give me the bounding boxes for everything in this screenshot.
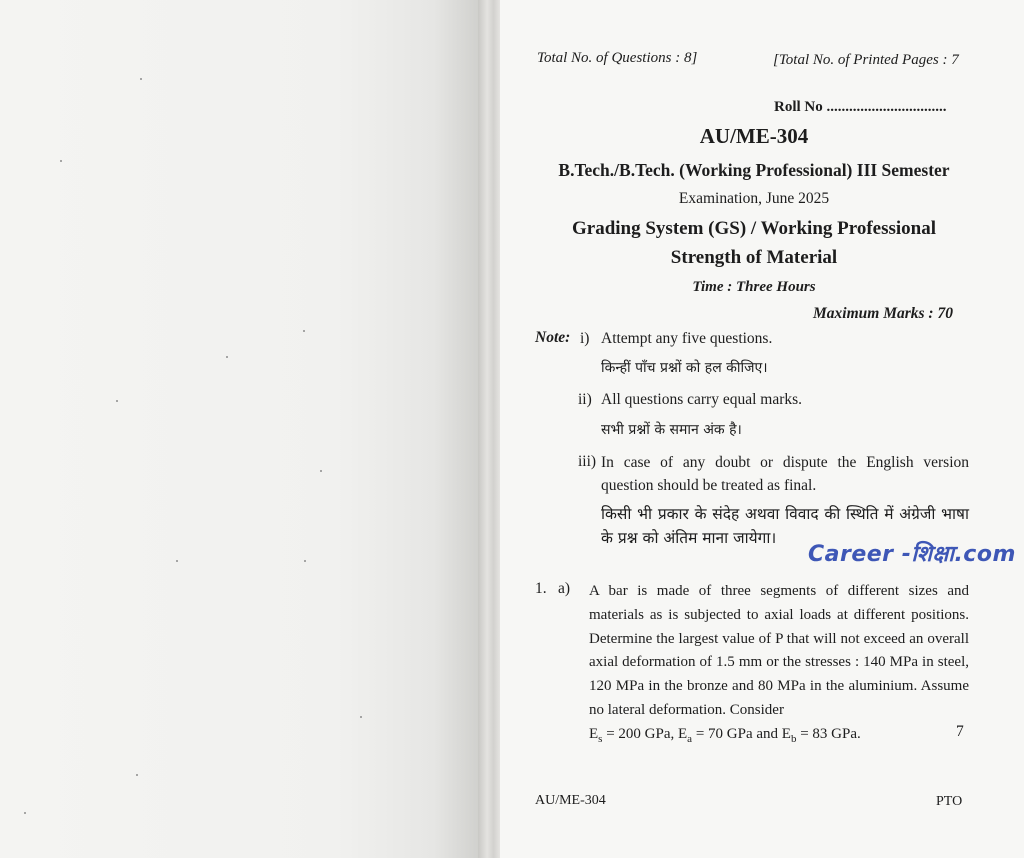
note-item-number: iii) (578, 453, 597, 470)
modulus-aluminium-subscript: a (687, 732, 693, 745)
footer-paper-code: AU/ME-304 (535, 793, 606, 808)
total-questions: Total No. of Questions : 8] (537, 50, 698, 66)
note-item-english: All questions carry equal marks. (601, 391, 803, 408)
footer-pto: PTO (936, 794, 963, 809)
question-marks: 7 (956, 723, 964, 740)
total-pages: [Total No. of Printed Pages : 7 (773, 52, 959, 68)
note-item-number: ii) (578, 391, 592, 408)
note-item-english: Attempt any five questions. (601, 330, 773, 347)
note-item-hindi: किसी भी प्रकार के संदेह अथवा विवाद की स्थिति में अंग्रेजी भाषा के प्रश्न को अंतिम माना जायेगा। (601, 505, 969, 547)
left-blank-page (0, 0, 482, 858)
modulus-bronze-symbol: E (781, 725, 791, 742)
question-part: a) (558, 580, 571, 597)
career-shiksha-watermark: Career -शिक्षा.com (808, 542, 1016, 567)
degree-title: B.Tech./B.Tech. (Working Professional) III Semester (558, 160, 950, 180)
note-label: Note: (535, 329, 571, 346)
modulus-aluminium-symbol: E (678, 725, 688, 742)
modulus-steel-symbol: E (589, 725, 599, 742)
modulus-steel-value: = 200 GPa, (602, 725, 678, 742)
note-item-hindi: सभी प्रश्नों के समान अंक है। (601, 422, 742, 438)
roll-number-field: Roll No ................................ (774, 99, 947, 115)
maximum-marks: Maximum Marks : 70 (813, 305, 953, 322)
subject-title: Strength of Material (670, 247, 838, 268)
exam-duration: Time : Three Hours (692, 279, 816, 295)
modulus-aluminium-value: = 70 GPa and (692, 725, 782, 742)
modulus-steel-subscript: s (598, 732, 603, 745)
note-item-hindi: किन्हीं पाँच प्रश्नों को हल कीजिए। (601, 360, 768, 376)
note-item-english: In case of any doubt or dispute the English version question should be treated as final. (601, 454, 969, 494)
grading-system-title: Grading System (GS) / Working Professional (571, 218, 937, 239)
question-number: 1. (535, 580, 547, 597)
paper-code: AU/ME-304 (699, 124, 809, 148)
modulus-bronze-value: = 83 GPa. (796, 725, 861, 742)
exam-session: Examination, June 2025 (678, 190, 830, 207)
question-main-text: A bar is made of three segments of different sizes and materials as is subjected to axial loads at different positions. Determine the largest value of P that will not exceed an overall axial deformation of 1.5 mm or the stresses : 140 MPa in steel, 120 MPa in the bronze and 80 MPa in the aluminium. Assume no lateral deformation. Consider (589, 583, 969, 718)
modulus-bronze-subscript: b (790, 732, 797, 745)
question-text (589, 580, 969, 752)
note-item-number: i) (580, 330, 590, 347)
